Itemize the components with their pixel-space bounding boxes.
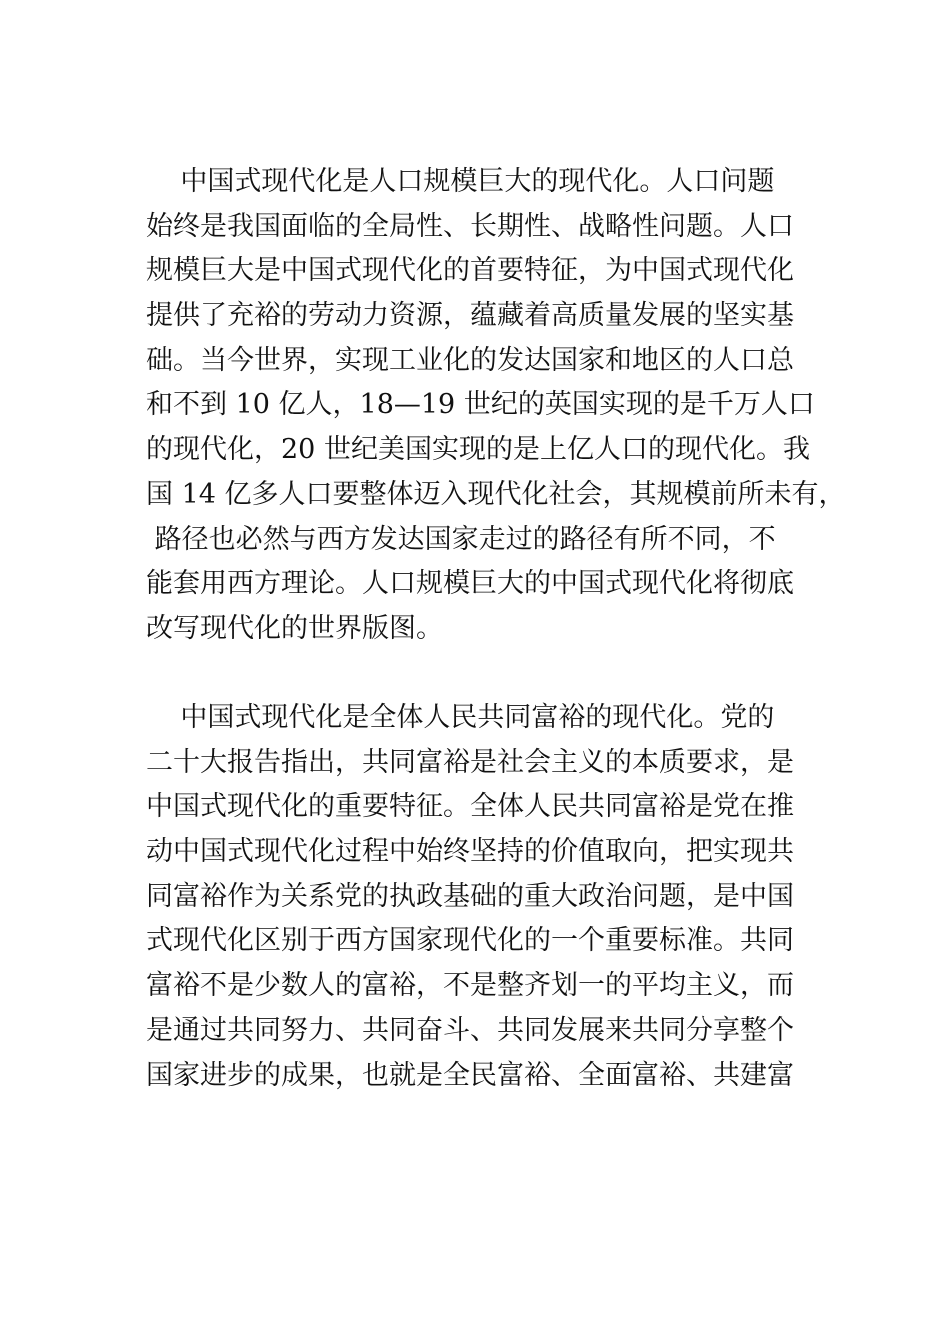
text-line: 是通过共同努力、共同奋斗、共同发展来共同分享整个 — [146, 1014, 794, 1046]
text-line: 提供了充裕的劳动力资源，蕴藏着高质量发展的坚实基 — [146, 300, 794, 332]
text-line: 二十大报告指出，共同富裕是社会主义的本质要求，是 — [146, 746, 794, 778]
text-line: 和不到 10 亿人，18—19 世纪的英国实现的是千万人口 — [146, 389, 815, 421]
text-line: 动中国式现代化过程中始终坚持的价值取向，把实现共 — [146, 836, 794, 868]
text-line: 始终是我国面临的全局性、长期性、战略性问题。人口 — [146, 210, 794, 242]
text-line: 能套用西方理论。人口规模巨大的中国式现代化将彻底 — [146, 568, 794, 600]
text-line: 规模巨大是中国式现代化的首要特征，为中国式现代化 — [146, 255, 794, 287]
text-line: 富裕不是少数人的富裕，不是整齐划一的平均主义，而 — [146, 970, 794, 1002]
text-line: 国 14 亿多人口要整体迈入现代化社会，其规模前所未有， — [146, 478, 846, 510]
text-line: 式现代化区别于西方国家现代化的一个重要标准。共同 — [146, 925, 794, 957]
paragraph-common-prosperity — [146, 696, 816, 1098]
text-line: 中国式现代化的重要特征。全体人民共同富裕是党在推 — [146, 791, 794, 823]
text-line: 同富裕作为关系党的执政基础的重大政治问题，是中国 — [146, 880, 794, 912]
text-line: 的现代化，20 世纪美国实现的是上亿人口的现代化。我 — [146, 434, 810, 466]
text-line: 础。当今世界，实现工业化的发达国家和地区的人口总 — [146, 344, 794, 376]
text-line: 中国式现代化是全体人民共同富裕的现代化。党的 — [146, 702, 775, 733]
text-line: 中国式现代化是人口规模巨大的现代化。人口问题 — [146, 166, 775, 197]
text-line: 路径也必然与西方发达国家走过的路径有所不同，不 — [146, 523, 776, 555]
text-line: 改写现代化的世界版图。 — [146, 612, 443, 644]
paragraph-population-scale — [146, 160, 846, 652]
text-line: 国家进步的成果，也就是全民富裕、全面富裕、共建富 — [146, 1059, 794, 1091]
